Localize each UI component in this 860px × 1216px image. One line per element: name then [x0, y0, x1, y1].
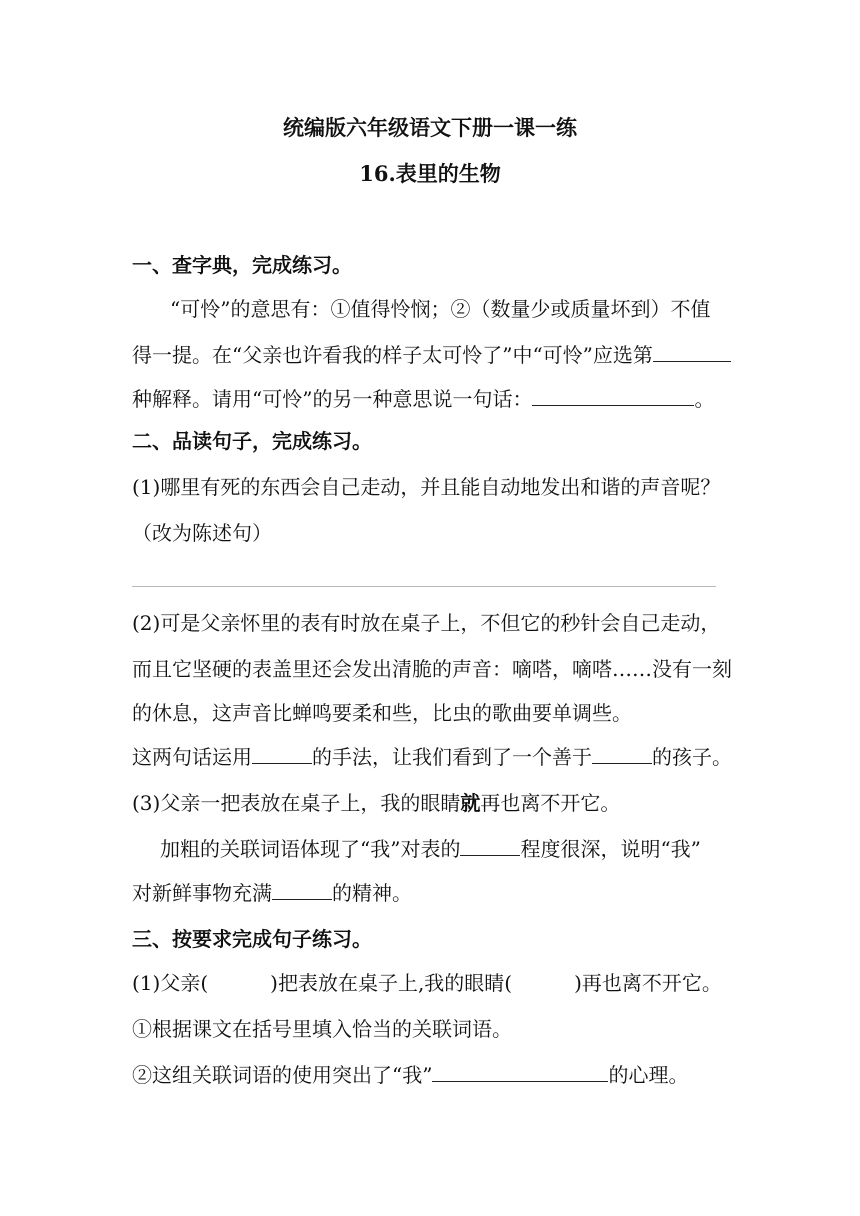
s3-q1-text-a: (1)父亲( [132, 971, 209, 995]
s1-line-3-end: 。 [694, 387, 715, 411]
s3-q1-text-c: )再也离不开它。 [574, 971, 722, 995]
lesson-title: 16.表里的生物 [359, 161, 501, 186]
page-title: 统编版六年级语文下册一课一练 [283, 115, 577, 140]
section-1-heading: 一、查字典，完成练习。 [132, 253, 352, 277]
s3-q3-text-b: 的心理。 [608, 1063, 689, 1087]
s2-q2-text-b: 的手法，让我们看到了一个善于 [312, 745, 592, 769]
s3-q1-text-b: )把表放在桌子上,我的眼睛( [270, 971, 513, 995]
s2-q2-line-4 [132, 744, 732, 770]
s2-q3-text-d: 程度很深，说明“我” [520, 837, 701, 861]
s2-q2-text-c: 的孩子。 [652, 745, 732, 769]
s1-line-2 [132, 342, 732, 368]
s2-q3-text-c: 加粗的关联词语体现了“我”对表的 [160, 837, 461, 861]
answer-blank-trait[interactable] [592, 745, 652, 764]
s2-q3-text-e: 对新鲜事物充满 [132, 881, 272, 905]
answer-blank-degree[interactable] [460, 837, 520, 856]
s1-line-2-text: 得一提。在“父亲也许看我的样子太可怜了”中“可怜”应选第 [132, 343, 653, 367]
s2-q3-line-2 [160, 836, 760, 862]
s3-q3-line [132, 1062, 732, 1088]
s2-q2-line-2: 而且它坚硬的表盖里还会发出清脆的声音：嘀嗒，嘀嗒……没有一刻 [132, 657, 732, 681]
s2-q2-line-1: (2)可是父亲怀里的表有时放在桌子上，不但它的秒针会自己走动， [132, 611, 721, 635]
answer-blank-technique[interactable] [252, 745, 312, 764]
s2-q1-line-2: （改为陈述句） [132, 521, 272, 545]
s3-q1-line [132, 970, 732, 996]
s2-q3-text-b: 再也离不开它。 [480, 791, 621, 815]
answer-blank-psychology[interactable] [432, 1063, 608, 1082]
s2-q3-line-3 [132, 880, 732, 906]
s2-q2-text-a: 这两句话运用 [132, 745, 252, 769]
s3-q2-line: ①根据课文在括号里填入恰当的关联词语。 [132, 1017, 512, 1041]
s2-q1-line-1: (1)哪里有死的东西会自己走动，并且能自动地发出和谐的声音呢？ [132, 475, 721, 499]
s1-line-3 [132, 386, 732, 412]
s2-q3-text-f: 的精神。 [332, 881, 412, 905]
s1-line-3-text: 种解释。请用“可怜”的另一种意思说一句话： [132, 387, 533, 411]
bold-conjunction: 就 [460, 791, 481, 815]
s2-q3-line-1 [132, 790, 732, 816]
s3-q3-text-a: ②这组关联词语的使用突出了“我” [132, 1063, 433, 1087]
answer-blank-sentence[interactable] [532, 387, 694, 406]
s1-line-1: “可怜”的意思有：①值得怜悯；②（数量少或质量坏到）不值 [170, 297, 711, 321]
section-2-heading: 二、品读句子，完成练习。 [132, 429, 372, 453]
s2-q3-text-a: (3)父亲一把表放在桌子上，我的眼睛 [132, 791, 461, 815]
answer-blank-spirit[interactable] [272, 881, 332, 900]
s2-q2-line-3: 的休息，这声音比蝉鸣要柔和些，比虫的歌曲要单调些。 [132, 701, 632, 725]
answer-blank-choice[interactable] [653, 343, 731, 362]
answer-line-q1[interactable] [132, 586, 716, 587]
section-3-heading: 三、按要求完成句子练习。 [132, 927, 372, 951]
